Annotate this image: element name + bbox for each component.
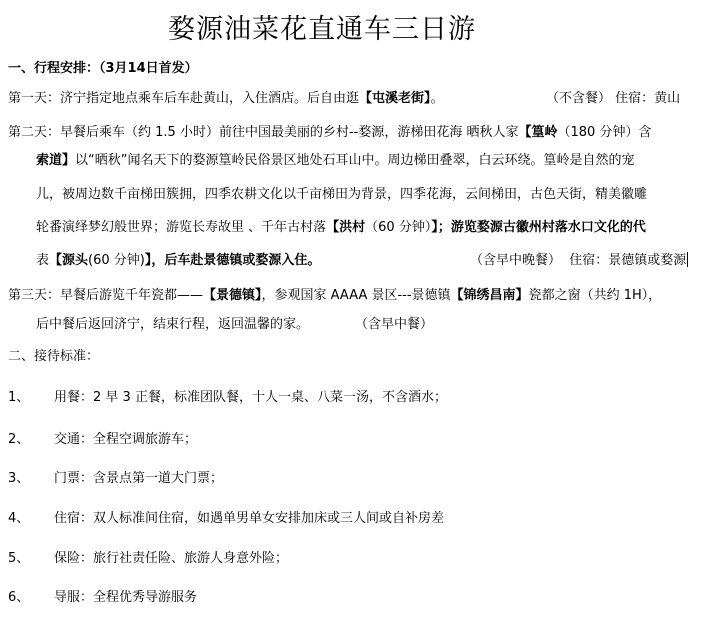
day3-line-1	[8, 287, 661, 305]
day3-meals	[355, 316, 433, 334]
day3-line1-b: ，参观国家 AAAA 景区---景德镇	[261, 288, 451, 303]
service-text: 保险：旅行社责任险、旅游人身意外险；	[54, 551, 289, 566]
service-text: 用餐：2 早 3 正餐，标准团队餐，十人一桌、八菜一汤，不含酒水；	[54, 390, 447, 405]
day2-line3: 儿，被周边数千亩梯田簇拥，四季农耕文化以千亩梯田为背景，四季花海，云间梯田，古色天街，精美徽雕	[36, 187, 648, 202]
day1-paragraph	[8, 90, 444, 108]
day1-prefix: 第一天：	[8, 91, 61, 106]
day3-line1-highlight-1: 【景德镇】	[203, 288, 262, 303]
section-itinerary-heading	[8, 60, 198, 78]
day2-line1-end: （180 分钟）含	[557, 125, 652, 140]
section-service-heading	[8, 348, 99, 366]
day2-line-1	[8, 124, 651, 142]
day2-line4-end: 】；游览婺源古徽州村落水口文化的代	[431, 220, 646, 235]
day2-line5-highlight: 【源头	[49, 253, 89, 268]
day3-line1-a: 早餐后游览千年瓷都——	[60, 288, 204, 303]
day3-meals-text: （含早中餐）	[355, 317, 434, 332]
service-num: 5、	[8, 551, 30, 566]
section-itinerary-note: （3月14日首发）	[99, 61, 198, 76]
day3-line1-highlight-2: 【锦绣昌南】	[450, 288, 529, 303]
service-num: 2、	[8, 432, 30, 447]
day1-text: 济宁指定地点乘车后车赴黄山，入住酒店。后自由逛	[60, 91, 360, 106]
day2-line2: 以“晒秋”闻名天下的婺源篁岭民俗景区地处石耳山中。周边梯田叠翠，白云环绕。篁岭是自然的宠	[75, 153, 635, 168]
day2-meals-stay	[470, 252, 688, 270]
service-text: 交通：全程空调旅游车；	[54, 432, 198, 447]
day3-line-2	[36, 316, 309, 334]
day2-line-5	[36, 252, 320, 270]
day1-meals: （不含餐）	[546, 91, 612, 106]
day2-line-2	[36, 152, 635, 170]
day2-line5-mid: (60 分钟)	[88, 253, 145, 268]
day3-prefix: 第三天：	[8, 288, 61, 303]
service-num: 4、	[8, 511, 30, 526]
service-num: 6、	[8, 590, 30, 605]
service-num: 1、	[8, 390, 30, 405]
day1-end: 。	[430, 91, 444, 106]
day2-line-3	[36, 186, 647, 204]
section-itinerary-label: 一、行程安排：	[8, 61, 100, 76]
day2-line1: 早餐后乘车（约 1.5 小时）前往中国最美丽的乡村--婺源，游梯田花海 晒秋人家	[60, 125, 519, 140]
service-text: 住宿：双人标准间住宿，如遇单男单女安排加床或三人间或自补房差	[54, 511, 445, 526]
day3-line1-c: 瓷都之窗（共约 1H），	[528, 288, 662, 303]
section-service-label: 二、接待标准：	[8, 349, 100, 364]
day2-line4: 轮番演绎梦幻般世界；游览长寿故里 、千年古村落	[36, 220, 327, 235]
day2-prefix: 第二天：	[8, 125, 61, 140]
day1-highlight: 【屯溪老街】	[359, 91, 431, 106]
day1-stay: 住宿：黄山	[615, 91, 681, 106]
day2-meals: （含早中晚餐）	[470, 253, 562, 268]
service-text: 导服：全程优秀导游服务	[54, 590, 198, 605]
day2-line5-end: 】，后车赴景德镇或婺源入住。	[144, 253, 321, 268]
day2-line4-highlight: 【洪村	[326, 220, 366, 235]
day2-line4-mid: （60 分钟）	[365, 220, 432, 235]
day2-line-4	[36, 219, 646, 237]
page-title: 婺源油菜花直通车三日游	[168, 14, 476, 45]
day1-meals-stay	[546, 90, 680, 108]
day2-line5-pre: 表	[36, 253, 50, 268]
text-cursor	[687, 252, 688, 267]
service-num: 3、	[8, 471, 30, 486]
service-text: 门票：含景点第一道大门票；	[54, 471, 224, 486]
day3-line2: 后中餐后返回济宁，结束行程，返回温馨的家。	[36, 317, 310, 332]
day2-line1-highlight: 【篁岭	[518, 125, 558, 140]
day2-stay: 住宿：景德镇或婺源	[569, 253, 687, 268]
day2-line2-highlight: 索道】	[36, 153, 76, 168]
